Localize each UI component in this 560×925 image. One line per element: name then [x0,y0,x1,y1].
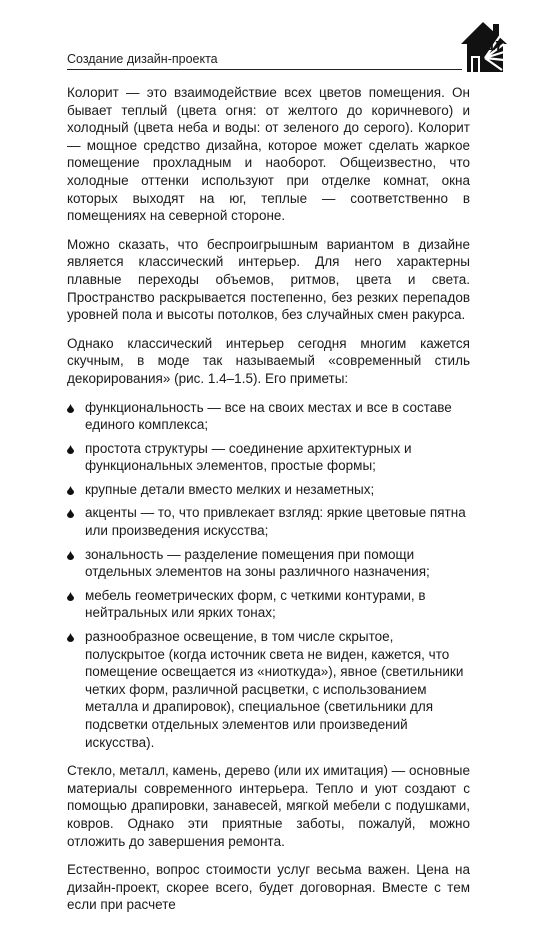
list-item [67,587,470,622]
drop-bullet-icon [67,551,74,560]
paragraph: Можно сказать, что беспроигрышным вариантом в дизайне является классический интерьер. Для него характерны плавные переходы объемов, ритмов, цвета и света. Пространство раскрывается постепенно, без резких перепадов уровней пола и высоты потолков, без случайных смен ракурса. [67,236,470,323]
drop-bullet-icon [67,592,74,601]
list-item [67,440,470,475]
list-item [67,481,470,499]
list-item-text: разнообразное освещение, в том числе скрытое, полускрытое (когда источник света не виден, кажется, что помещение освещается из «ниоткуда»), явное (светильники четких форм, различной расцветки, с использованием металла и драпировок), специальное (светильники для подсветки отдельных элементов или произведений искусства). [85,629,464,750]
page-number: 17 [488,38,503,53]
list-item-text: простота структуры — соединение архитектурных и функциональных элементов, простые формы; [85,440,412,474]
drop-bullet-icon [67,445,74,454]
list-item [67,628,470,751]
list-item-text: мебель геометрических форм, с четкими контурами, в нейтральных или ярких тонах; [85,587,426,621]
drop-bullet-icon [67,509,74,518]
feature-list [67,399,470,752]
drop-bullet-icon [67,633,74,642]
list-item-text: зональность — разделение помещения при помощи отдельных элементов на зоны различного назначения; [85,546,430,580]
drop-bullet-icon [67,404,74,413]
paragraph: Однако классический интерьер сегодня многим кажется скучным, в моде так называемый «современный стиль декорирования» (рис. 1.4–1.5). Его приметы: [67,335,470,386]
paragraph: Стекло, металл, камень, дерево (или их имитация) — основные материалы современного интерьера. Тепло и уют создают с помощью драпировки, занавесей, мягкой мебели с подушками, ковров. Однако эти приятные заботы, пожалуй, можно отложить до завершения ремонта. [67,763,470,849]
list-item-text: крупные детали вместо мелких и незаметных; [85,481,375,497]
paragraph: Колорит — это взаимодействие всех цветов помещения. Он бывает теплый (цвета огня: от желтого до коричневого) и холодный (цвета неба и воды: от зеленого до серого). Колорит — мощное средство дизайна, которое может сделать жаркое помещение прохладным и наоборот. Общеизвестно, что холодные оттенки используют при отделке комнат, окна которых выходят на юг, теплые — соответственно в помещениях на северной стороне. [67,85,470,224]
drop-bullet-icon [67,486,74,495]
list-item [67,504,470,539]
list-item-text: акценты — то, что привлекает взгляд: яркие цветовые пятна или произведения искусства; [85,505,466,539]
paragraph: Естественно, вопрос стоимости услуг весьма важен. Цена на дизайн-проект, скорее всего, будет договорная. Вместе с тем если при расчете [67,862,470,913]
list-item [67,546,470,581]
header-rule [67,69,462,70]
list-item [67,399,470,434]
article-body [67,84,470,925]
section-title: Создание дизайн-проекта [67,52,218,66]
list-item-text: функциональность — все на своих местах и все в составе единого комплекса; [85,399,452,433]
